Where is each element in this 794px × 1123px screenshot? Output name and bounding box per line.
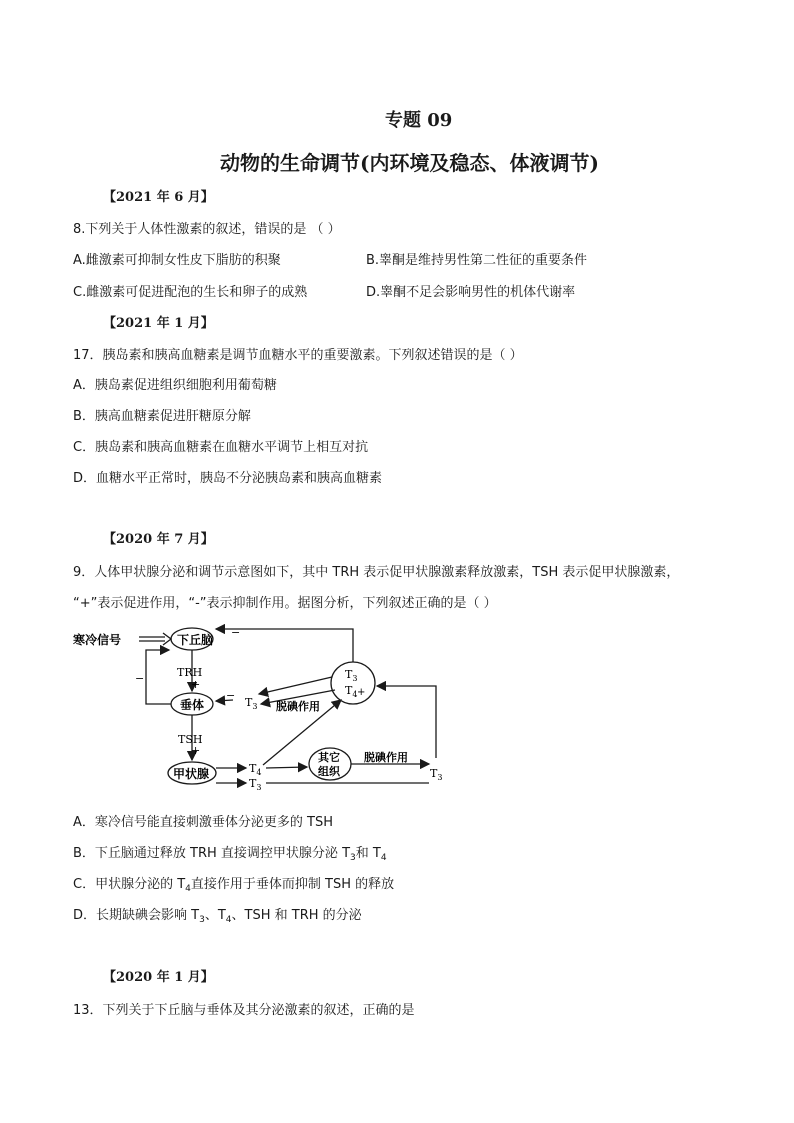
deiodination-label-lower: 脱碘作用: [364, 751, 408, 764]
question-17-stem: 17．胰岛素和胰高血糖素是调节血糖水平的重要激素。下列叙述错误的是（ ）: [73, 348, 523, 363]
question-9-option-d: D．长期缺碘会影响 $T_3$、$T_4$、TSH 和 TRH 的分泌: [73, 908, 362, 925]
section-label-2020-01: 【2020 年 1 月】: [103, 970, 214, 985]
question-9-option-c: C．甲状腺分泌的 $T_4$直接作用于垂体而抑制 TSH 的释放: [73, 877, 395, 894]
plus-sign-tsh: +: [191, 744, 201, 757]
pituitary-feedback-arrow: [146, 650, 171, 704]
pituitary-t3-label: $T_3$: [245, 696, 258, 711]
section-label-2021-01: 【2021 年 1 月】: [103, 316, 214, 331]
blood-t4-label: $T_4$: [345, 684, 358, 699]
minus-sign-top: −: [231, 626, 241, 639]
other-tissue-label-1: 其它: [318, 751, 340, 764]
question-8-option-a: A.雌激素可抑制女性皮下脂肪的积聚: [73, 253, 281, 268]
t3-to-pituitary-arrow: [259, 677, 332, 694]
tissue-t3-label: $T_3$: [430, 767, 443, 782]
plus-sign-blood: +: [357, 687, 366, 698]
deiodination-label-upper: 脱碘作用: [276, 700, 320, 713]
question-17-option-d: D．血糖水平正常时，胰岛不分泌胰岛素和胰高血糖素: [73, 471, 383, 486]
t3-to-blood-arrow: [377, 686, 436, 758]
blood-t3-label: $T_3$: [345, 668, 358, 683]
section-label-2020-07: 【2020 年 7 月】: [103, 532, 214, 547]
question-17-option-c: C．胰岛素和胰高血糖素在血糖水平调节上相互对抗: [73, 440, 369, 455]
minus-sign-pituitary: −: [226, 689, 236, 702]
question-8-stem: 8.下列关于人体性激素的叙述，错误的是 （ ）: [73, 222, 341, 237]
section-label-2021-06: 【2021 年 6 月】: [103, 190, 214, 205]
cold-signal-label: 寒冷信号: [73, 633, 122, 647]
question-17-option-a: A．胰岛素促进组织细胞利用葡萄糖: [73, 378, 277, 393]
pituitary-label: 垂体: [180, 698, 205, 712]
page-subtitle: 动物的生命调节(内环境及稳态、体液调节): [220, 151, 599, 175]
cold-signal-arrowhead: [163, 633, 171, 645]
t4-to-tissue-arrow: [266, 767, 307, 768]
question-17-option-b: B．胰高血糖素促进肝糖原分解: [73, 409, 251, 424]
question-13-stem: 13．下列关于下丘脑与垂体及其分泌激素的叙述，正确的是: [73, 1003, 415, 1018]
thyroid-t4-label: $T_4$: [249, 762, 262, 777]
hypothalamus-label: 下丘脑: [177, 633, 214, 647]
question-8-option-b: B.睾酮是维持男性第二性征的重要条件: [366, 253, 588, 268]
question-9-stem-line-2: “+”表示促进作用，“-”表示抑制作用。据图分析，下列叙述正确的是（ ）: [73, 596, 497, 611]
other-tissue-label-2: 组织: [318, 765, 340, 778]
question-8-option-d: D.睾酮不足会影响男性的机体代谢率: [366, 285, 576, 300]
tsh-label: TSH: [178, 733, 203, 746]
thyroid-t3-label: $T_3$: [249, 777, 262, 792]
question-9-stem-line-1: 9．人体甲状腺分泌和调节示意图如下，其中 TRH 表示促甲状腺激素释放激素，TSH 表示促甲状腺激素，: [73, 565, 680, 580]
plus-sign-trh: +: [191, 678, 201, 691]
minus-sign-left: −: [135, 672, 145, 685]
page-title: 专题 09: [385, 110, 453, 131]
question-8-option-c: C.雌激素可促进配泡的生长和卵子的成熟: [73, 285, 308, 300]
question-9-option-b: B．下丘脑通过释放 TRH 直接调控甲状腺分泌 $T_3$和 $T_4$: [73, 846, 387, 863]
trh-label: TRH: [177, 666, 203, 679]
question-9-option-a: A．寒冷信号能直接刺激垂体分泌更多的 TSH: [73, 815, 333, 830]
thyroid-regulation-diagram: [73, 622, 453, 792]
thyroid-label: 甲状腺: [173, 767, 210, 781]
